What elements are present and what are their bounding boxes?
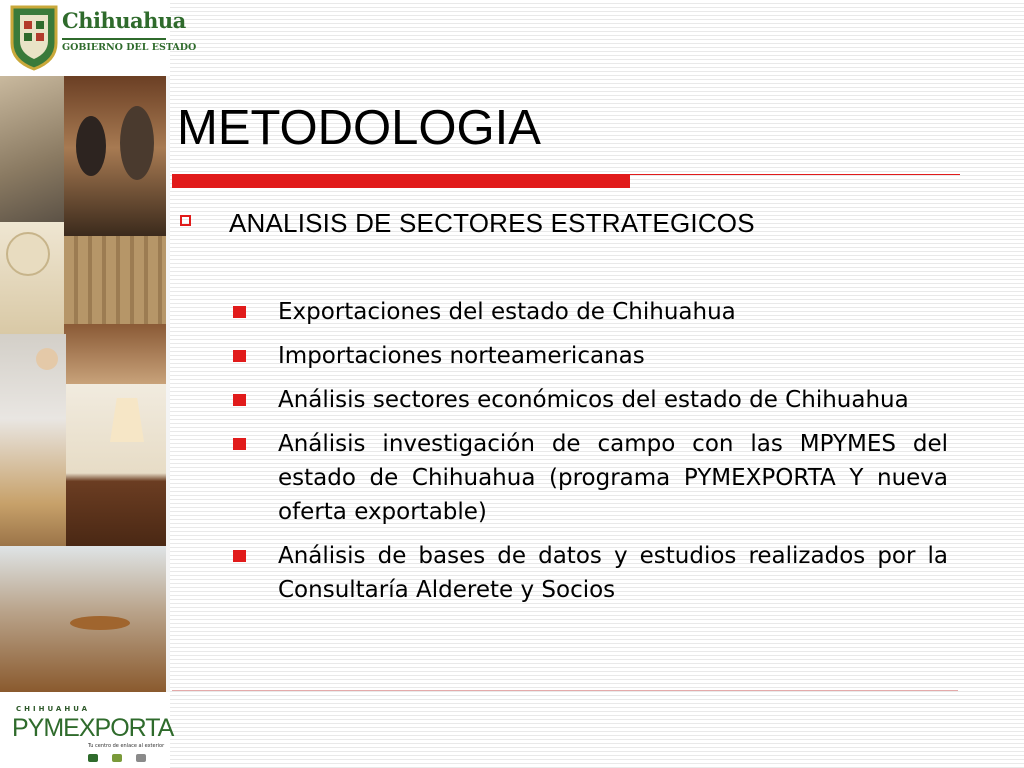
list-item [230,295,948,329]
pymexporta-name: PYMEXPORTA [12,714,174,742]
photo-pottery [64,76,166,236]
list-item-text: Análisis de bases de datos y estudios realizados por la Consultaría Alderete y Socios [278,543,948,603]
photo-dolls [64,324,166,384]
sub-bullet-list [230,295,948,617]
photo-lamp-furniture [66,384,166,546]
photo-baskets [64,236,166,324]
footer-divider [172,690,958,691]
square-bullet-icon [233,306,246,318]
state-shield-icon [8,3,60,71]
list-item-text: Importaciones norteamericanas [278,343,645,369]
title-underline-bar [172,174,630,188]
partner-logo-icon [112,754,122,762]
photo-collage [0,76,166,692]
square-bullet-icon [233,438,246,450]
photo-cheese-wheels [0,222,64,334]
gov-name: Chihuahua [62,8,186,33]
pymexporta-tagline: Tu centro de enlace al exterior [88,743,165,749]
list-item-text: Exportaciones del estado de Chihuahua [278,299,736,325]
photo-factory-worker [0,76,64,222]
photo-dining-room [0,546,166,692]
list-item [230,383,948,417]
square-bullet-icon [233,394,246,406]
list-item-text: Análisis sectores económicos del estado de Chihuahua [278,387,909,413]
government-logo [0,0,197,76]
hollow-square-bullet-icon [180,215,191,226]
list-item [230,539,948,607]
list-item [230,339,948,373]
partner-logo-icon [136,754,146,762]
level1-text: ANALISIS DE SECTORES ESTRATEGICOS [229,208,755,238]
list-item-text: Análisis investigación de campo con las MPYMES del estado de Chihuahua (programa PYMEXPORTA Y nueva oferta exportable) [278,431,948,525]
left-sidebar [0,0,197,768]
slide-title: METODOLOGIA [177,101,541,155]
pymexporta-region: CHIHUAHUA [16,705,91,713]
gov-subtitle: GOBIERNO DEL ESTADO [62,38,166,53]
square-bullet-icon [233,550,246,562]
pymexporta-logo [0,692,174,768]
list-item [230,427,948,529]
title-underline-line [630,174,960,175]
photo-cookie-worker [0,334,66,546]
square-bullet-icon [233,350,246,362]
partner-logo-icon [88,754,98,762]
